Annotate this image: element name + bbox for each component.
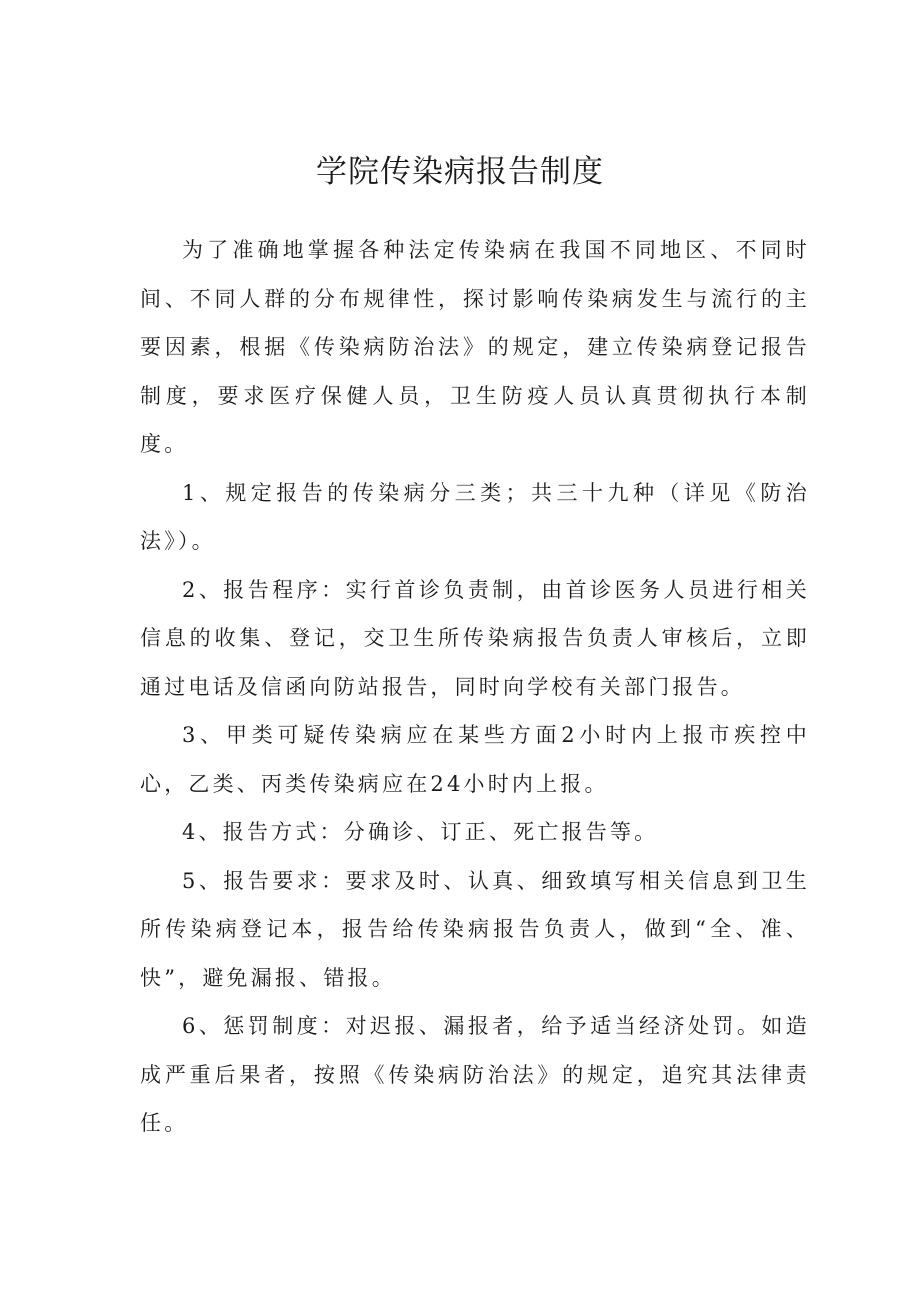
- paragraph-item-6: 6、惩罚制度：对迟报、漏报者，给予适当经济处罚。如造成严重后果者，按照《传染病防治法》的规定，追究其法律责任。: [140, 1014, 810, 1135]
- paragraph-item-1: 1、规定报告的传染病分三类；共三十九种（详见《防治法》）。: [140, 480, 810, 553]
- paragraph-item-3: 3、甲类可疑传染病应在某些方面2小时内上报市疾控中心，乙类、丙类传染病应在24小时内上报。: [140, 723, 810, 796]
- paragraph-intro: 为了准确地掌握各种法定传染病在我国不同地区、不同时间、不同人群的分布规律性，探讨影响传染病发生与流行的主要因素，根据《传染病防治法》的规定，建立传染病登记报告制度，要求医疗保健人员，卫生防疫人员认真贯彻执行本制度。: [140, 238, 810, 456]
- paragraph-item-2: 2、报告程序：实行首诊负责制，由首诊医务人员进行相关信息的收集、登记，交卫生所传染病报告负责人审核后，立即通过电话及信函向防站报告，同时向学校有关部门报告。: [140, 577, 810, 699]
- document-body: [140, 226, 810, 1148]
- document-title: 学院传染病报告制度: [316, 154, 604, 190]
- paragraph-item-4: 4、报告方式：分确诊、订正、死亡报告等。: [182, 820, 659, 844]
- paragraph-item-5: 5、报告要求：要求及时、认真、细致填写相关信息到卫生所传染病登记本，报告给传染病报告负责人，做到“全、准、快”，避免漏报、错报。: [140, 868, 810, 990]
